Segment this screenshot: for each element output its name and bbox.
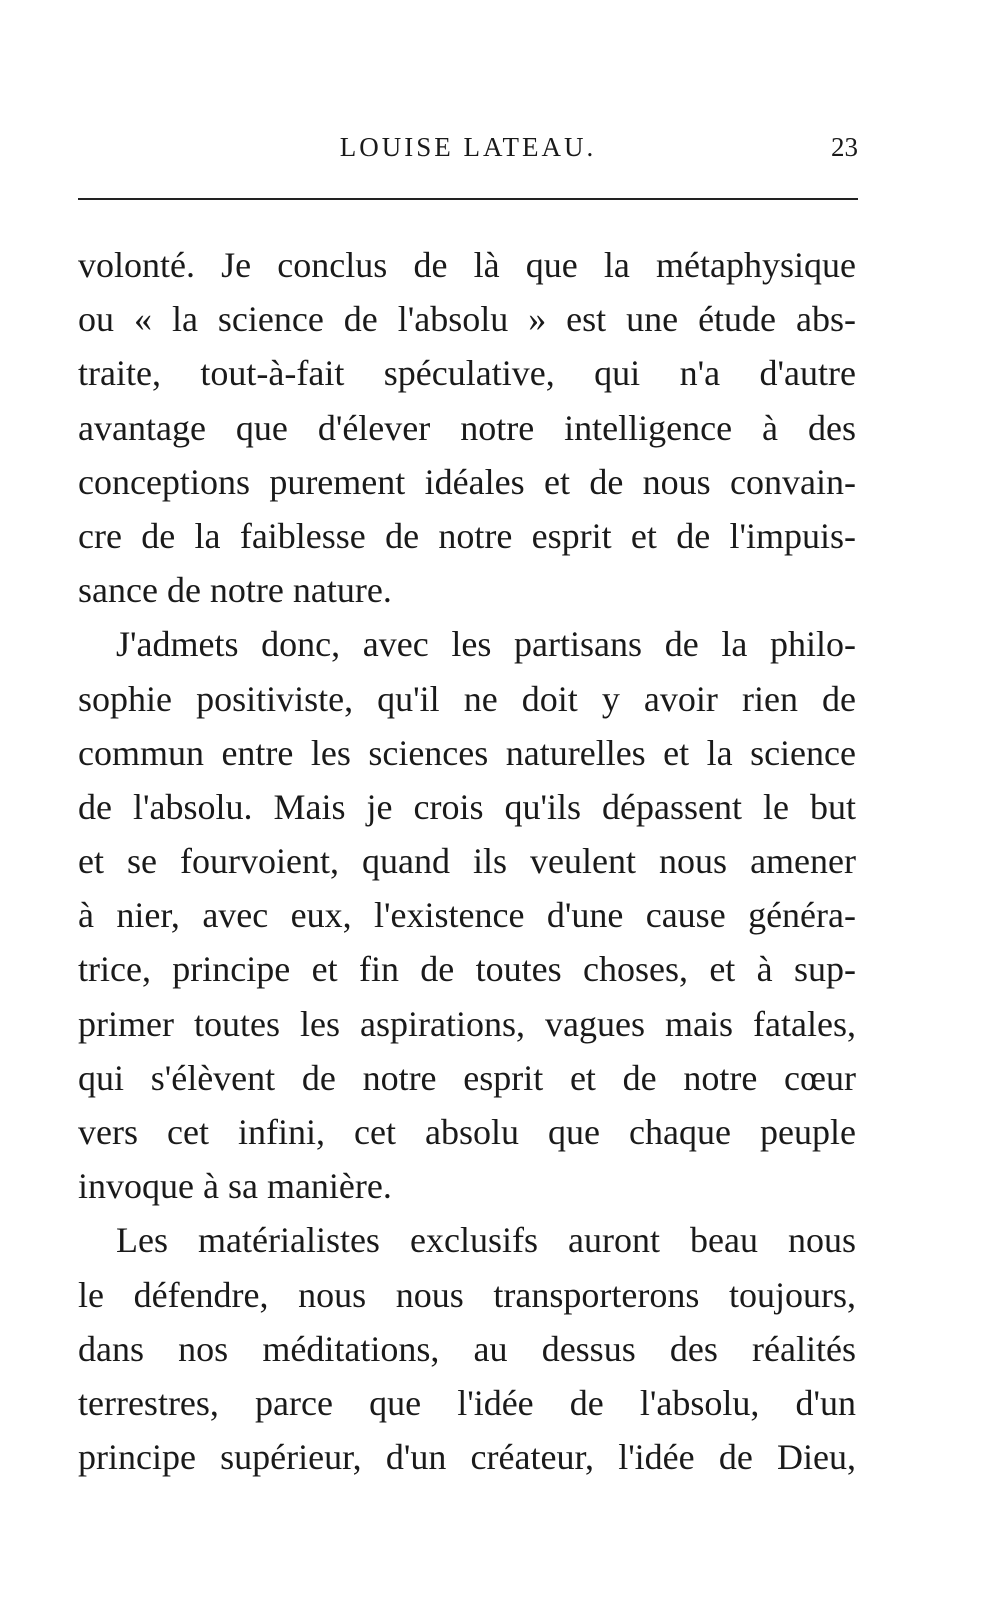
page-number: 23 bbox=[831, 132, 858, 162]
text-line: commun entre les sciences naturelles et la science bbox=[78, 732, 856, 773]
text-line: ou « la science de l'absolu » est une étude abs- bbox=[78, 299, 856, 340]
text-line: qui s'élèvent de notre esprit et de notre cœur bbox=[78, 1057, 856, 1098]
text-line: vers cet infini, cet absolu que chaque peuple bbox=[78, 1112, 856, 1152]
text-line: terrestres, parce que l'idée de l'absolu, d'un bbox=[78, 1382, 856, 1423]
text-line: J'admets donc, avec les partisans de la philo- bbox=[116, 624, 856, 665]
text-line: trice, principe et fin de toutes choses, et à sup- bbox=[78, 949, 856, 990]
text-line: primer toutes les aspirations, vagues mais fatales, bbox=[78, 1003, 856, 1044]
text-line: avantage que d'élever notre intelligence à des bbox=[78, 407, 856, 448]
running-title: LOUISE LATEAU. bbox=[339, 132, 597, 162]
text-line: cre de la faiblesse de notre esprit et de l'impuis- bbox=[78, 515, 856, 556]
header-rule bbox=[78, 198, 858, 200]
text-line: traite, tout-à-fait spéculative, qui n'a d'autre bbox=[78, 353, 856, 394]
text-line: sophie positiviste, qu'il ne doit y avoir rien de bbox=[78, 678, 856, 719]
text-line: Les matérialistes exclusifs auront beau nous bbox=[116, 1220, 856, 1261]
text-line: le défendre, nous nous transporterons toujours, bbox=[78, 1274, 856, 1315]
body-text bbox=[78, 238, 856, 1484]
text-line: invoque à sa manière. bbox=[78, 1166, 392, 1207]
text-line: principe supérieur, d'un créateur, l'idée de Dieu, bbox=[78, 1437, 856, 1478]
text-line: sance de notre nature. bbox=[78, 570, 392, 611]
text-line: de l'absolu. Mais je crois qu'ils dépassent le but bbox=[78, 786, 856, 827]
text-line: dans nos méditations, au dessus des réalités bbox=[78, 1328, 856, 1369]
text-line: volonté. Je conclus de là que la métaphysique bbox=[78, 245, 856, 285]
text-line: conceptions purement idéales et de nous convain- bbox=[78, 461, 856, 502]
text-line: et se fourvoient, quand ils veulent nous amener bbox=[78, 841, 856, 882]
text-line: à nier, avec eux, l'existence d'une cause généra- bbox=[78, 895, 856, 936]
running-head bbox=[78, 128, 858, 168]
